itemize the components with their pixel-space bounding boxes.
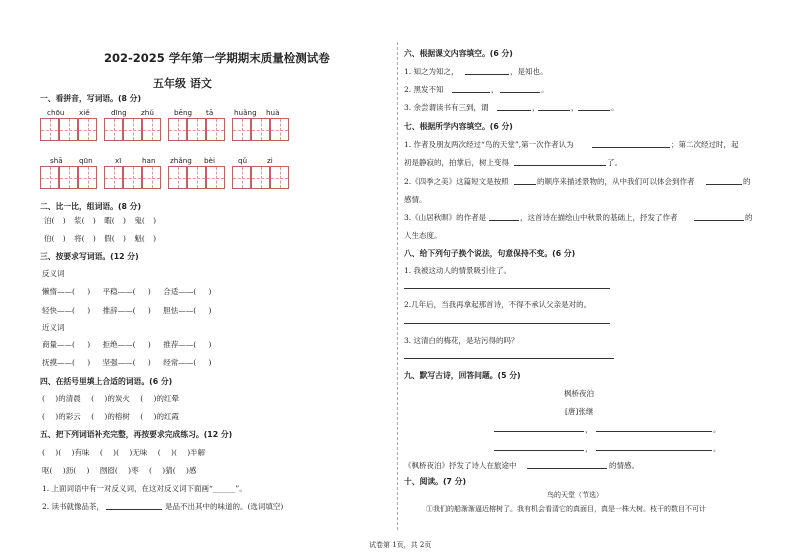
answer-blank[interactable] <box>527 468 607 469</box>
answer-blank[interactable] <box>489 220 519 221</box>
pinyin: bèi <box>204 156 215 165</box>
answer-blank[interactable] <box>514 184 536 185</box>
writing-box[interactable] <box>232 166 251 189</box>
passage-title: 鸟的天堂（节选） <box>547 491 603 499</box>
question-5-1: 1. 上面词语中有一对反义词，在这对反义词下面画“______”。 <box>42 484 247 493</box>
pinyin: qūn <box>79 156 93 165</box>
s7-q1-a: 1. 作者及朋友两次经过“鸟的天堂”,第一次作者认为 <box>404 140 574 149</box>
writing-box[interactable] <box>59 166 78 189</box>
writing-box[interactable] <box>142 118 161 141</box>
synonym-line-2[interactable]: 抚摸——( ) 坚强——( ) 经常——( ) <box>42 358 212 367</box>
writing-box[interactable] <box>187 118 206 141</box>
section-8-heading: 八、给下列句子换个说法，句意保持不变。(6 分) <box>404 249 576 258</box>
pinyin: bēng <box>174 108 193 117</box>
writing-box[interactable] <box>232 118 251 141</box>
poem-period: 。 <box>713 425 721 434</box>
s6-q2-b: ， <box>491 85 499 94</box>
poem-blank[interactable] <box>494 450 584 451</box>
writing-box[interactable] <box>40 166 59 189</box>
answer-blank[interactable] <box>592 147 670 148</box>
writing-box[interactable] <box>206 166 225 189</box>
poem-comma: ， <box>585 425 593 434</box>
question-5-2: 2. 读书就像品茶， <box>42 502 105 511</box>
s6-q3-d: 。 <box>611 103 619 112</box>
writing-box[interactable] <box>78 118 97 141</box>
writing-box[interactable] <box>123 166 142 189</box>
exam-title: 202-2025 学年第一学期期末质量检测试卷 <box>104 51 330 65</box>
answer-blank[interactable] <box>106 509 162 510</box>
pinyin: qǔ <box>238 156 248 165</box>
pinyin: dīng <box>111 108 127 117</box>
poem-title: 枫桥夜泊 <box>564 389 594 398</box>
s6-q3-b: ， <box>532 103 540 112</box>
s7-q2-d: 感情。 <box>404 195 427 204</box>
s7-q1-c: 初是静寂的，拍掌后，树上变得 <box>404 158 509 167</box>
answer-line[interactable] <box>404 288 610 289</box>
antonym-line-2[interactable]: 轻快——( ) 推辞——( ) 胆怯——( ) <box>42 306 212 315</box>
antonym-label: 反义词 <box>42 269 65 278</box>
s6-q3-c: ， <box>571 103 579 112</box>
idiom-line-1[interactable]: ( )( )有味 ( )( )无味 ( )( )半解 <box>42 448 206 457</box>
s8-q1: 1. 我被这动人的情景吸引住了。 <box>404 266 512 275</box>
writing-box[interactable] <box>123 118 142 141</box>
s7-q3-c: 的 <box>745 213 753 222</box>
s9-question-b: 的情感。 <box>609 461 639 470</box>
pinyin: zhǔ <box>141 108 154 117</box>
section-4-heading: 四、在括号里填上合适的词语。(6 分) <box>40 377 173 386</box>
answer-line[interactable] <box>404 323 610 324</box>
fill-line-1[interactable]: ( )的清晨 ( )的炭火 ( )的红晕 <box>42 394 179 403</box>
s8-q2: 2.几年后，当我再拿起那首诗，不得不承认父亲是对的。 <box>404 300 592 309</box>
pinyin: huà <box>266 108 280 117</box>
writing-box[interactable] <box>78 166 97 189</box>
passage-text: ①我们的船渐渐逼近榕树了。我有机会看清它的真面目，真是一株大树。枝干的数目不可计 <box>426 505 706 513</box>
writing-box[interactable] <box>270 118 289 141</box>
writing-box[interactable] <box>142 166 161 189</box>
section-2-heading: 二、比一比，组词语。(8 分) <box>40 202 142 211</box>
answer-blank[interactable] <box>514 165 606 166</box>
section-3-heading: 三、按要求写词语。(12 分) <box>40 252 139 261</box>
s7-q3-d: 人生态度。 <box>404 231 442 240</box>
idiom-line-2[interactable]: 呕( )沥( ) 囫囵( )枣 ( )猜( )感 <box>42 466 197 475</box>
s6-q1-a: 1. 知之为知之， <box>404 67 459 76</box>
synonym-label: 近义词 <box>42 323 65 332</box>
compare-line-1[interactable]: 泊( ) 浆( ) 暇( ) 鬼( ) <box>44 216 157 225</box>
s7-q2-c: 的 <box>743 177 751 186</box>
writing-box[interactable] <box>251 118 270 141</box>
s6-q1-b: ，是知也。 <box>510 67 548 76</box>
writing-box[interactable] <box>168 166 187 189</box>
answer-blank[interactable] <box>452 92 490 93</box>
poem-period: 。 <box>713 444 721 453</box>
section-10-heading: 十、阅读。(7 分) <box>404 477 467 486</box>
answer-blank[interactable] <box>538 110 570 111</box>
exam-subtitle: 五年级 语文 <box>153 77 212 90</box>
section-5-heading: 五、把下列词语补充完整，再按要求完成练习。(12 分) <box>40 430 233 439</box>
answer-blank[interactable] <box>578 110 610 111</box>
s8-q3: 3. 这清白的梅花，是玷污得的吗？ <box>404 336 519 345</box>
page-footer: 试卷第 1页，共 2页 <box>369 541 432 549</box>
synonym-line-1[interactable]: 商量——( ) 拒绝——( ) 推荐——( ) <box>42 340 212 349</box>
s7-q3-a: 3.《山居秋暝》的作者是 <box>404 213 487 222</box>
poem-author: [唐]张继 <box>565 407 594 416</box>
section-6-heading: 六、根据课文内容填空。(6 分) <box>404 49 513 58</box>
pinyin: han <box>142 156 156 165</box>
poem-comma: ， <box>585 444 593 453</box>
pinyin: huǎng <box>234 108 257 117</box>
writing-box[interactable] <box>168 118 187 141</box>
poem-blank[interactable] <box>596 450 712 451</box>
pinyin: xī <box>115 156 122 165</box>
writing-box[interactable] <box>104 118 123 141</box>
question-5-2-tail: 是品不出其中的味道的。(选词填空) <box>165 502 284 511</box>
pinyin: shā <box>50 156 63 165</box>
pinyin: zi <box>267 156 273 165</box>
writing-box[interactable] <box>251 166 270 189</box>
poem-blank[interactable] <box>494 431 584 432</box>
answer-blank[interactable] <box>497 110 531 111</box>
writing-box[interactable] <box>206 118 225 141</box>
answer-blank[interactable] <box>465 74 509 75</box>
s7-q1-b: ；第二次经过时，起 <box>671 140 739 149</box>
pinyin: chōu <box>47 108 65 117</box>
s9-question-a: 《枫桥夜泊》抒发了诗人在旅途中 <box>404 461 517 470</box>
antonym-line-1[interactable]: 懒惰——( ) 平稳——( ) 合适——( ) <box>42 287 212 296</box>
answer-blank[interactable] <box>694 220 744 221</box>
writing-box[interactable] <box>270 166 289 189</box>
answer-blank[interactable] <box>500 92 540 93</box>
s6-q2-a: 2. 黑发不知 <box>404 85 444 94</box>
s7-q3-b: ，这首诗在描绘山中秋景的基础上，抒发了作者 <box>520 213 678 222</box>
s6-q3-a: 3. 余尝谓读书有三到，谓 <box>404 103 489 112</box>
fill-line-2[interactable]: ( )的彩云 ( )的榕树 ( )的红霞 <box>42 412 179 421</box>
answer-line[interactable] <box>404 358 614 359</box>
pinyin: tā <box>206 108 214 117</box>
s7-q2-b: 的顺序来描述景物的，从中我们可以体会到作者 <box>537 177 695 186</box>
section-7-heading: 七、根据所学内容填空。(6 分) <box>404 122 513 131</box>
column-divider <box>397 42 398 530</box>
writing-box[interactable] <box>40 118 59 141</box>
compare-line-2[interactable]: 伯( ) 将( ) 假( ) 魁( ) <box>44 234 157 243</box>
section-1-heading: 一、看拼音，写词语。(8 分) <box>40 94 142 103</box>
s6-q2-c: 。 <box>541 85 549 94</box>
poem-blank[interactable] <box>596 431 712 432</box>
pinyin: xiě <box>79 108 90 117</box>
writing-box[interactable] <box>104 166 123 189</box>
writing-box[interactable] <box>59 118 78 141</box>
section-9-heading: 九、默写古诗，回答问题。(5 分) <box>404 371 521 380</box>
pinyin: zhǎng <box>170 156 192 165</box>
answer-blank[interactable] <box>706 184 742 185</box>
s7-q2-a: 2.《四季之美》这篇短文是按照 <box>404 177 509 186</box>
writing-box[interactable] <box>187 166 206 189</box>
s7-q1-d: 了。 <box>607 158 622 167</box>
